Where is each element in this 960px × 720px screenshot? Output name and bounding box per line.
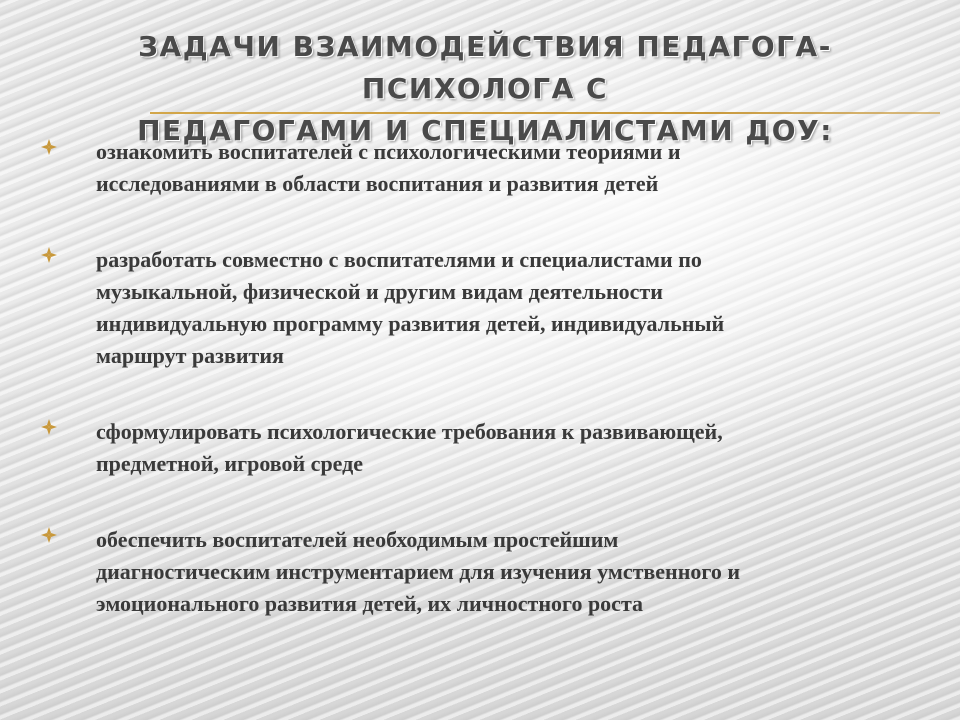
slide-title	[40, 26, 930, 152]
bullet-item	[40, 244, 920, 372]
diamond-bullet-icon	[40, 418, 58, 436]
slide-title-line: ЗАДАЧИ ВЗАИМОДЕЙСТВИЯ ПЕДАГОГА-ПСИХОЛОГА С	[138, 30, 832, 105]
bullet-item	[40, 524, 920, 620]
title-underline-rule	[150, 112, 940, 114]
bullet-text-line: ознакомить воспитателей с психологическими теориями и	[96, 139, 681, 164]
bullet-text-line: сформулировать психологические требования к развивающей,	[96, 419, 723, 444]
bullet-item	[40, 416, 920, 480]
bullet-text-line: исследованиями в области воспитания и развития детей	[96, 171, 659, 196]
bullet-text-line: музыкальной, физической и другим видам деятельности	[96, 279, 663, 304]
bullet-text-line: эмоционального развития детей, их личностного роста	[96, 591, 644, 616]
bullet-item	[40, 136, 920, 200]
bullet-text-line: обеспечить воспитателей необходимым простейшим	[96, 527, 619, 552]
bullet-text-line: предметной, игровой среде	[96, 451, 364, 476]
diamond-bullet-icon	[40, 526, 58, 544]
bullet-list	[40, 136, 920, 620]
bullet-text-line: маршрут развития	[96, 343, 284, 368]
diamond-bullet-icon	[40, 138, 58, 156]
diamond-bullet-icon	[40, 246, 58, 264]
bullet-text-line: разработать совместно с воспитателями и специалистами по	[96, 247, 702, 272]
bullet-text-line: диагностическим инструментарием для изучения умственного и	[96, 559, 741, 584]
bullet-text-line: индивидуальную программу развития детей, индивидуальный	[96, 311, 725, 336]
slide-title-line: ПЕДАГОГАМИ И СПЕЦИАЛИСТАМИ ДОУ:	[137, 114, 833, 147]
